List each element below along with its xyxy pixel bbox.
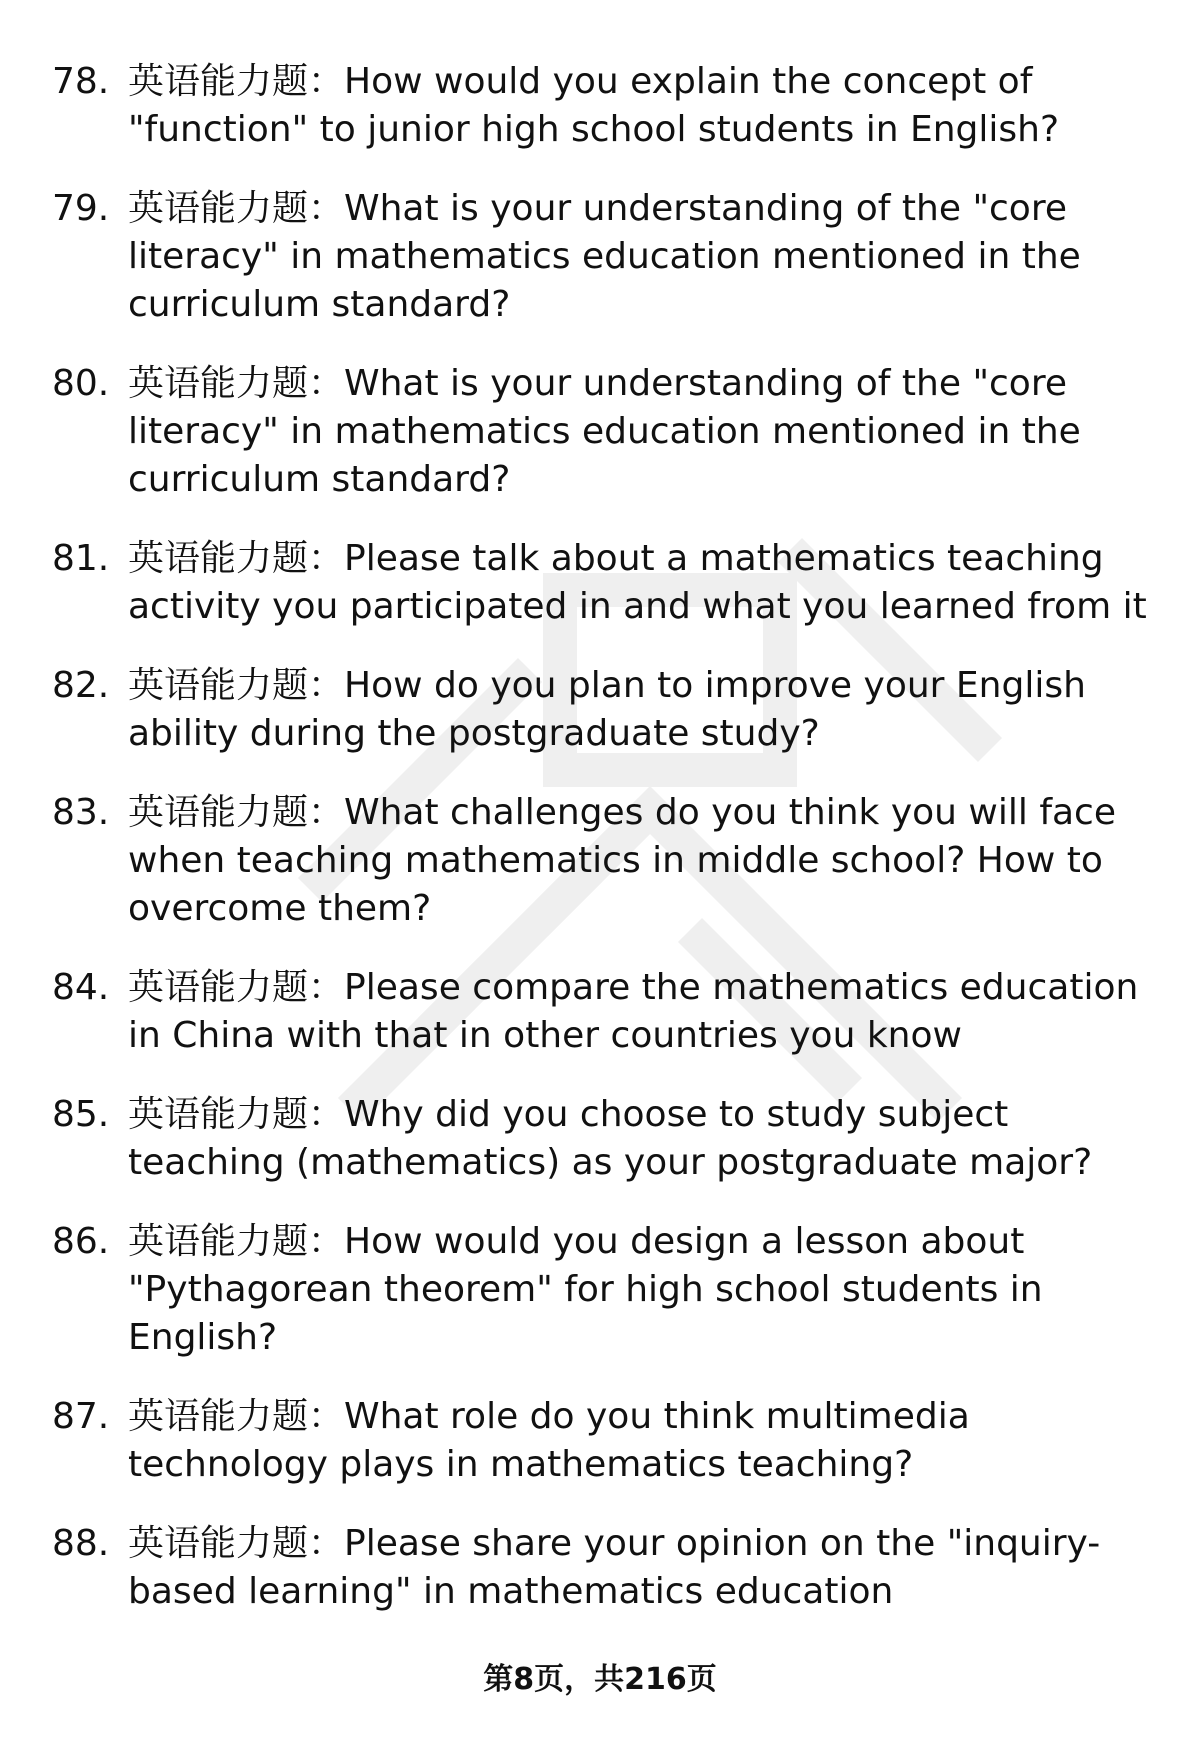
question-prefix: 英语能力题： (128, 1396, 345, 1437)
question-text: What challenges do you think you will face when teaching mathematics in middle school? How to overcome them? (128, 792, 1116, 929)
question-text: Please compare the mathematics education in China with that in other countries you know (128, 967, 1139, 1056)
question-text: What is your understanding of the "core literacy" in mathematics education mentioned in the curriculum standard? (128, 188, 1081, 325)
question-body (128, 964, 1162, 1060)
question-item (52, 1218, 1162, 1362)
question-prefix: 英语能力题： (128, 665, 345, 706)
question-body (128, 1091, 1162, 1187)
question-text: What role do you think multimedia technology plays in mathematics teaching? (128, 1396, 970, 1485)
question-text: Why did you choose to study subject teaching (mathematics) as your postgraduate major? (128, 1094, 1093, 1183)
question-prefix: 英语能力题： (128, 188, 345, 229)
question-number: 83. (52, 792, 110, 833)
question-body (128, 185, 1162, 329)
question-item (52, 58, 1162, 154)
question-text: Please talk about a mathematics teaching activity you participated in and what you learned from it (128, 538, 1147, 627)
question-number: 80. (52, 363, 110, 404)
question-body (128, 535, 1162, 631)
question-prefix: 英语能力题： (128, 1523, 345, 1564)
question-item (52, 535, 1162, 631)
page-number-footer: 第8页，共216页 (483, 1662, 717, 1697)
question-body (128, 360, 1162, 504)
question-item (52, 1091, 1162, 1187)
question-body (128, 1520, 1162, 1616)
question-item (52, 185, 1162, 329)
question-prefix: 英语能力题： (128, 1094, 345, 1135)
question-text: What is your understanding of the "core literacy" in mathematics education mentioned in the curriculum standard? (128, 363, 1081, 500)
question-text: Please share your opinion on the "inquiry-based learning" in mathematics education (128, 1523, 1101, 1612)
question-text: How do you plan to improve your English ability during the postgraduate study? (128, 665, 1086, 754)
question-item (52, 964, 1162, 1060)
question-body (128, 789, 1162, 933)
question-body (128, 1393, 1162, 1489)
question-prefix: 英语能力题： (128, 1221, 345, 1262)
question-item (52, 789, 1162, 933)
question-number: 78. (52, 61, 110, 102)
question-list (52, 58, 1162, 1647)
question-item (52, 1393, 1162, 1489)
question-prefix: 英语能力题： (128, 61, 345, 102)
question-number: 88. (52, 1523, 110, 1564)
question-prefix: 英语能力题： (128, 538, 345, 579)
question-text: How would you explain the concept of "function" to junior high school students in English? (128, 61, 1060, 150)
question-number: 86. (52, 1221, 110, 1262)
question-number: 85. (52, 1094, 110, 1135)
question-prefix: 英语能力题： (128, 967, 345, 1008)
question-item (52, 662, 1162, 758)
question-number: 81. (52, 538, 110, 579)
question-prefix: 英语能力题： (128, 792, 345, 833)
question-item (52, 360, 1162, 504)
question-item (52, 1520, 1162, 1616)
question-number: 82. (52, 665, 110, 706)
question-number: 87. (52, 1396, 110, 1437)
question-body (128, 58, 1162, 154)
question-number: 79. (52, 188, 110, 229)
question-body (128, 1218, 1162, 1362)
question-text: How would you design a lesson about "Pythagorean theorem" for high school students in English? (128, 1221, 1043, 1358)
question-body (128, 662, 1162, 758)
question-number: 84. (52, 967, 110, 1008)
question-prefix: 英语能力题： (128, 363, 345, 404)
